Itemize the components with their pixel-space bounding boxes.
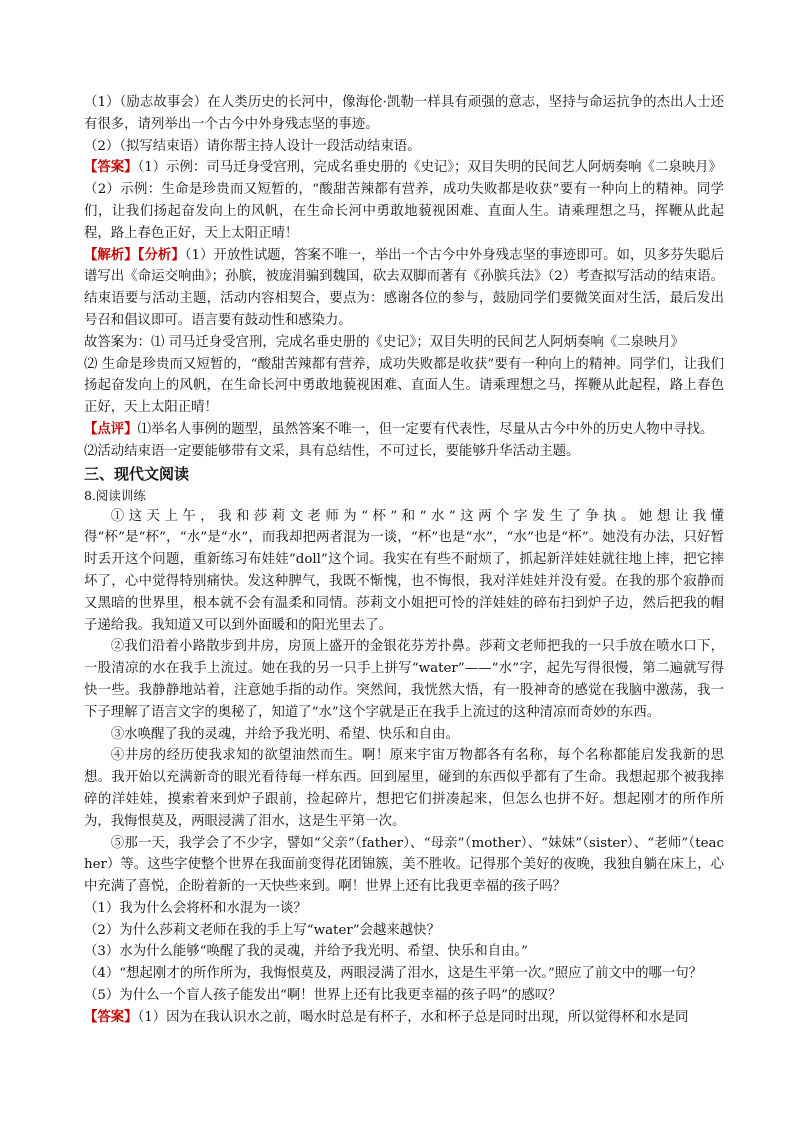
- comment-block: [84, 419, 724, 441]
- passage-paragraph-5: ⑤那一天，我学会了不少字，譬如“父亲”（father）、“母亲”（mother）、“妹妹”（sister）、“老师”（teacher）等。这些字使整个世界在我面前变得花团锦簇，美不胜收。记得那个美好的夜晚，我独自躺在床上，心中充满了喜悦，企盼着新的一天快些来到。啊！世界上还有比我更幸福的孩子吗？: [84, 835, 724, 895]
- sub-question-2: （2）为什么莎莉文老师在我的手上写“water”会越来越快？: [84, 922, 440, 938]
- passage-paragraph-4: ④井房的经历使我求知的欲望油然而生。啊！原来宇宙万物都各有名称，每个名称都能启发我新的思想。我开始以充满新奇的眼光看待每一样东西。回到屋里，碰到的东西似乎都有了生命。我想起那个被我摔碎的洋娃娃，摸索着来到炉子跟前，捡起碎片，想把它们拼凑起来，但怎么也拼不好。想起刚才的所作所为，我悔恨莫及，两眼浸满了泪水，这是生平第一次。: [84, 748, 724, 829]
- passage-paragraph-2: ②我们沿着小路散步到井房，房顶上盛开的金银花芬芳扑鼻。莎莉文老师把我的一只手放在喷水口下，一股清凉的水在我手上流过。她在我的另一只手上拼写“water”——“水”字，起先写得很慢，第二遍就写得快一些。我静静地站着，注意她手指的动作。突然间，我恍然大悟，有一股神奇的感觉在我脑中激荡，我一下子理解了语言文字的奥秘了，知道了“水”这个字就是正在我手上流过的这种清凉而奇妙的东西。: [84, 639, 724, 720]
- sub-question-5: （5）为什么一个盲人孩子能发出“啊！世界上还有比我更幸福的孩子吗”的感叹？: [84, 988, 562, 1004]
- answer-8-text: （1）因为在我认识水之前，喝水时总是有杯子，水和杯子总是同时出现，所以觉得杯和水是同: [137, 1009, 689, 1025]
- sub-question-3: （3）水为什么能够“唤醒了我的灵魂，并给予我光明、希望、快乐和自由。”: [84, 944, 529, 960]
- analysis-text: （1）开放性试题，答案不唯一，举出一个古今中外身残志坚的事迹即可。如，贝多芬失聪后谱写出《命运交响曲》；孙膑，被庞涓骗到魏国，砍去双脚而著有《孙膑兵法》（2）考查拟写活动的结束语。结束语要与活动主题，活动内容相契合，要点为：感谢各位的参与，鼓励同学们要微笑面对生活，最后发出号召和倡议即可。语言要有鼓动性和感染力。: [84, 247, 724, 328]
- passage-paragraph-3: ③水唤醒了我的灵魂，并给予我光明、希望、快乐和自由。: [110, 726, 459, 742]
- question-1: （1）（励志故事会）在人类历史的长河中，像海伦·凯勒一样具有顽强的意志，坚持与命运抗争的杰出人士还有很多，请列举出一个古今中外身残志坚的事迹。: [84, 95, 724, 132]
- answer-8-block: [84, 1007, 724, 1029]
- answer-2-text: （2）示例：生命是珍贵而又短暂的，“酸甜苦辣都有营养，成功失败都是收获”要有一种向上的精神。同学们，让我们扬起奋发向上的风帆，在生命长河中勇敢地藐视困难、直面人生。请乘理想之马，挥鞭从此起程，路上春色正好，天上太阳正晴！: [84, 182, 724, 241]
- final-answer-2: ⑵ 生命是珍贵而又短暂的，“酸甜苦辣都有营养，成功失败都是收获”要有一种向上的精神。同学们，让我们扬起奋发向上的风帆，在生命长河中勇敢地藐视困难、直面人生。请乘理想之马，挥鞭从此起程，路上春色正好，天上太阳正晴！: [84, 356, 724, 416]
- comment-tag: 【点评】: [84, 420, 138, 437]
- sub-question-1: （1）我为什么会将杯和水混为一谈？: [84, 900, 307, 916]
- answer-8-tag: 【答案】: [84, 1008, 138, 1025]
- passage-paragraph-1: ①这天上午，我和莎莉文老师为“杯”和“水”这两个字发生了争执。她想让我懂得“杯”是“杯”，“水”是“水”，而我却把两者混为一谈，“杯”也是“水”，“水”也是“杯”。她没有办法，只好暂时丢开这个问题，重新练习布娃娃“doll”这个词。我实在有些不耐烦了，抓起新洋娃娃就往地上摔，把它摔坏了，心中觉得特别痛快。发这种脾气，我既不惭愧，也不悔恨，我对洋娃娃并没有爱。在我的那个寂静而又黑暗的世界里，根本就不会有温柔和同情。莎莉文小姐把可怜的洋娃娃的碎布扫到炉子边，然后把我的帽子递给我。我知道又可以到外面暖和的阳光里去了。: [84, 508, 724, 633]
- answer-block-1: [84, 157, 724, 179]
- analysis-tag: 【解析】【分析】: [84, 246, 185, 263]
- comment-1-text: ⑴举名人事例的题型，虽然答案不唯一，但一定要有代表性，尽量从古今中外的历史人物中寻找。: [137, 421, 714, 437]
- sub-question-4: （4）“想起刚才的所作所为，我悔恨莫及，两眼浸满了泪水，这是生平第一次。”照应了前文中的哪一句？: [84, 966, 703, 982]
- analysis-block: [84, 245, 724, 332]
- final-answer-1: 故答案为：⑴ 司马迁身受宫刑，完成名垂史册的《史记》；双目失明的民间艺人阿炳奏响《二泉映月》: [84, 334, 685, 350]
- comment-2-text: ⑵活动结束语一定要能够带有文采，具有总结性，不可过长，要能够升华活动主题。: [84, 443, 580, 459]
- document-page: [84, 92, 724, 1029]
- question-2: （2）（拟写结束语）请你帮主持人设计一段活动结束语。: [84, 138, 421, 154]
- question-8-label: 8.阅读训练: [84, 487, 146, 503]
- answer-tag: 【答案】: [84, 159, 138, 176]
- section-heading: 三、现代文阅读: [84, 464, 190, 483]
- answer-1-text: （1）示例：司马迁身受宫刑，完成名垂史册的《史记》；双目失明的民间艺人阿炳奏响《二泉映月》: [137, 160, 722, 176]
